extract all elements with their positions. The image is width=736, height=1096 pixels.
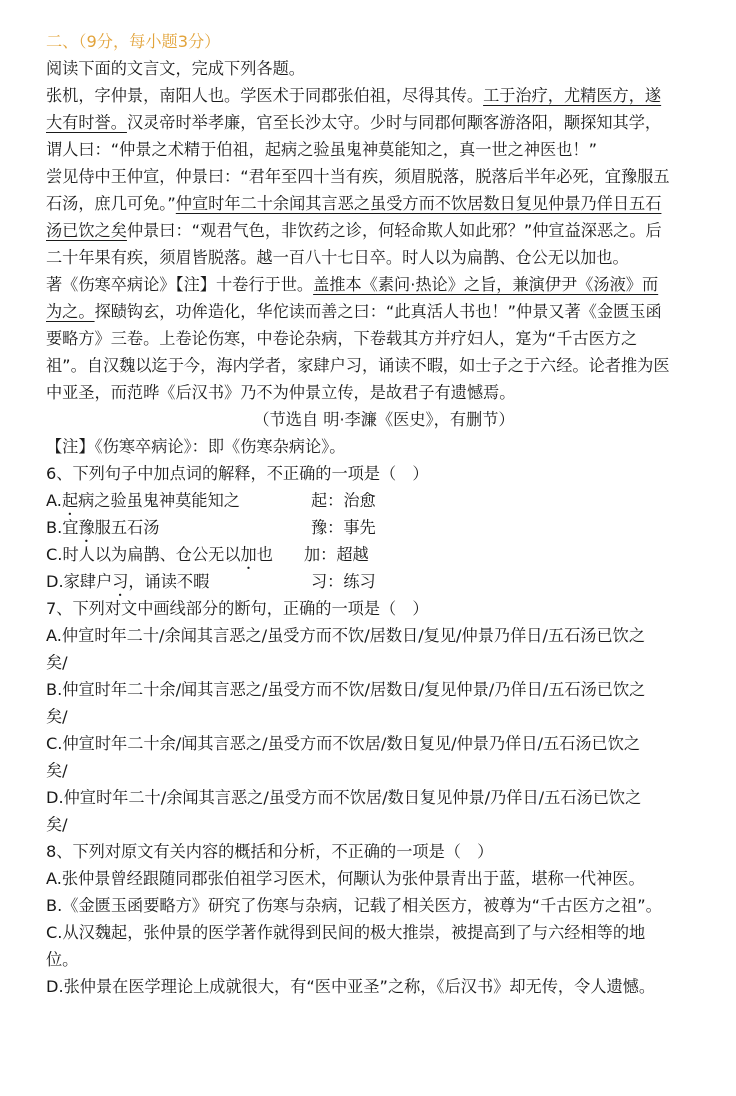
question-stem: 7、下列对文中画线部分的断句，正确的一项是（ ） [46,599,429,618]
dotted-word: 起 [61,491,79,510]
underlined-text: 工于治疗，尤精医方，遂 [483,86,662,105]
question-stem: 8、下列对原文有关内容的概括和分析，不正确的一项是（ ） [46,842,494,861]
passage-line: 汤已饮之矣仲景曰：“观君气色，非饮药之诊，何轻命欺人如此邪？”仲宣益深恶之。后 [46,221,662,240]
dotted-word: 习 [112,572,129,591]
passage-line: 大有时誉。汉灵帝时举孝廉，官至长沙太守。少时与同郡何颙客游洛阳，颙探知其学， [46,113,662,132]
gloss: 豫：事先 [311,518,376,537]
option-c[interactable]: C.时人以为扁鹊、仓公无以加也 加：超越 [46,541,722,568]
option-c[interactable]: C.仲宣时年二十余/闻其言恶之/虽受方而不饮居/数日复见/仲景乃佯日/五石汤已饮之 矣/ [46,734,641,780]
passage-line: 中亚圣，而范晔《后汉书》乃不为仲景立传，是故君子有遗憾焉。 [46,383,516,402]
instruction: 阅读下面的文言文，完成下列各题。 [46,59,305,78]
underlined-text: 为之。 [46,302,95,321]
passage-line: 二十年果有疾，须眉皆脱落。越一百八十七日卒。时人以为扁鹊、仓公无以加也。 [46,248,629,267]
option-d[interactable]: D.张仲景在医学理论上成就很大，有“医中亚圣”之称，《后汉书》却无传，令人遗憾。 [46,977,656,996]
passage-line: 尝见侍中王仲宣，仲景曰：“君年至四十当有疾，须眉脱落，脱落后半年必死，宜豫服五 [46,167,670,186]
underlined-text: 汤已饮之矣 [46,221,127,240]
passage-line: 谓人曰：“仲景之术精于伯祖，起病之验虽鬼神莫能知之，真一世之神医也！” [46,140,597,159]
underlined-text: 盖推本《素问·热论》之旨，兼演伊尹《汤液》而 [313,275,659,294]
annotation-note: 【注】《伤寒卒病论》：即《伤寒杂病论》。 [46,437,346,456]
question-7 [46,595,722,838]
section-heading: 二、（9分，每小题3分） [46,32,221,51]
option-a[interactable]: A.仲宣时年二十/余闻其言恶之/虽受方而不饮/居数日/复见/仲景乃佯日/五石汤已饮之 矣/ [46,626,646,672]
passage-line: 为之。探赜钩玄，功侔造化，华佗读而善之曰：“此真活人书也！”仲景又著《金匮玉函 [46,302,662,321]
passage-line: 著《伤寒卒病论》【注】十卷行于世。盖推本《素问·热论》之旨，兼演伊尹《汤液》而 [46,275,659,294]
question-stem: 6、下列句子中加点词的解释，不正确的一项是（ ） [46,464,429,483]
option-a[interactable]: A.张仲景曾经跟随同郡张伯祖学习医术，何颙认为张仲景青出于蓝，堪称一代神医。 [46,869,645,888]
option-b[interactable]: B.仲宣时年二十余/闻其言恶之/虽受方而不饮/居数日/复见仲景/乃佯日/五石汤已饮之 矣/ [46,680,646,726]
option-c[interactable]: C.从汉魏起，张仲景的医学著作就得到民间的极大推崇，被提高到了与六经相等的地 位。 [46,923,646,969]
option-b[interactable]: B.宜豫服五石汤 豫：事先 [46,514,722,541]
underlined-text: 大有时誉。 [46,113,127,132]
dotted-word: 豫 [78,518,95,537]
option-a[interactable]: A.起病之验虽鬼神莫能知之 起：治愈 [46,487,722,514]
dotted-word: 加 [240,545,257,564]
underlined-text: 仲宣时年二十余闻其言恶之虽受方而不饮居数日复见仲景乃佯日五石 [175,194,662,213]
option-b[interactable]: B.《金匮玉函要略方》研究了伤寒与杂病，记载了相关医方，被尊为“千古医方之祖”。 [46,896,662,915]
gloss: 加：超越 [304,545,369,564]
passage-line: 石汤，庶几可免。”仲宣时年二十余闻其言恶之虽受方而不饮居数日复见仲景乃佯日五石 [46,194,662,213]
gloss: 习：练习 [311,572,376,591]
gloss: 起：治愈 [311,491,376,510]
passage-line: 要略方》三卷。上卷论伤寒，中卷论杂病，下卷载其方并疗妇人，寔为“千古医方之 [46,329,638,348]
source-citation: （节选自 明·李濂《医史》，有删节） [253,410,515,429]
passage [46,82,722,406]
question-8 [46,838,722,1000]
passage-line: 张机，字仲景，南阳人也。学医术于同郡张伯祖，尽得其传。工于治疗，尤精医方，遂 [46,86,662,105]
question-6 [46,460,722,595]
option-d[interactable]: D.仲宣时年二十/余闻其言恶之/虽受方而不饮居/数日复见仲景/乃佯日/五石汤已饮之 矣/ [46,788,642,834]
option-d[interactable]: D.家肆户习，诵读不暇 习：练习 [46,568,722,595]
passage-line: 祖”。自汉魏以迄于今，海内学者，家肆户习，诵读不暇，如士子之于六经。论者推为医 [46,356,670,375]
